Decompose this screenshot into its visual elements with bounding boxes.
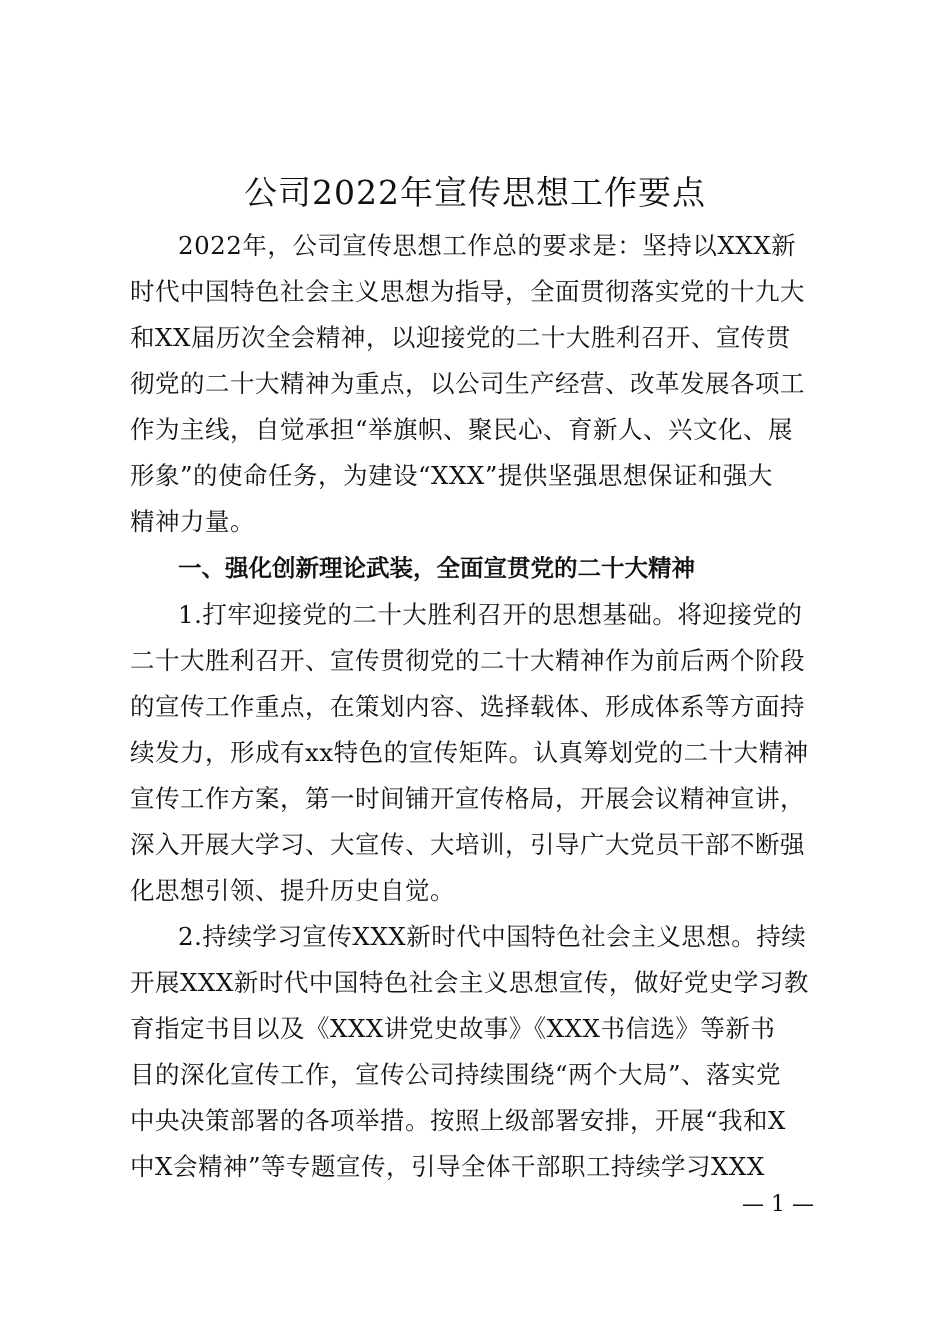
item2-line-3: 育指定书目以及《XXX讲党史故事》《XXX书信选》等新书 xyxy=(130,1014,776,1043)
intro-line-6: 形象”的使命任务，为建设“XXX”提供坚强思想保证和强大 xyxy=(130,461,773,490)
item1-line-4: 续发力，形成有xx特色的宣传矩阵。认真筹划党的二十大精神 xyxy=(130,738,809,767)
item2-line-2: 开展XXX新时代中国特色社会主义思想宣传，做好党史学习教 xyxy=(130,968,809,997)
item2-line-6: 中X会精神”等专题宣传，引导全体干部职工持续学习XXX xyxy=(130,1152,765,1181)
intro-line-5: 作为主线，自觉承担“举旗帜、聚民心、育新人、兴文化、展 xyxy=(130,415,794,444)
item2-line-4: 目的深化宣传工作，宣传公司持续围绕“两个大局”、落实党 xyxy=(130,1060,782,1089)
intro-line-7: 精神力量。 xyxy=(130,507,255,536)
item1-line-1: 1.打牢迎接党的二十大胜利召开的思想基础。将迎接党的 xyxy=(178,600,803,629)
item1-line-5: 宣传工作方案，第一时间铺开宣传格局，开展会议精神宣讲， xyxy=(130,784,805,813)
intro-line-2: 时代中国特色社会主义思想为指导，全面贯彻落实党的十九大 xyxy=(130,277,805,306)
item2-line-5: 中央决策部署的各项举措。按照上级部署安排，开展“我和X xyxy=(130,1106,786,1135)
section-heading-1: 一、强化创新理论武装，全面宣贯党的二十大精神 xyxy=(178,554,695,582)
item1-line-6: 深入开展大学习、大宣传、大培训，引导广大党员干部不断强 xyxy=(130,830,805,859)
intro-line-3: 和XX届历次全会精神，以迎接党的二十大胜利召开、宣传贯 xyxy=(130,323,791,352)
page-number: — 1 — xyxy=(742,1192,814,1217)
item1-line-2: 二十大胜利召开、宣传贯彻党的二十大精神作为前后两个阶段 xyxy=(130,646,805,675)
item2-line-1: 2.持续学习宣传XXX新时代中国特色社会主义思想。持续 xyxy=(178,922,807,951)
item1-line-7: 化思想引领、提升历史自觉。 xyxy=(130,876,455,905)
document-title: 公司2022年宣传思想工作要点 xyxy=(244,173,706,212)
item1-line-3: 的宣传工作重点，在策划内容、选择载体、形成体系等方面持 xyxy=(130,692,805,721)
intro-line-1: 2022年，公司宣传思想工作总的要求是：坚持以XXX新 xyxy=(178,231,797,260)
intro-line-4: 彻党的二十大精神为重点，以公司生产经营、改革发展各项工 xyxy=(130,369,805,398)
